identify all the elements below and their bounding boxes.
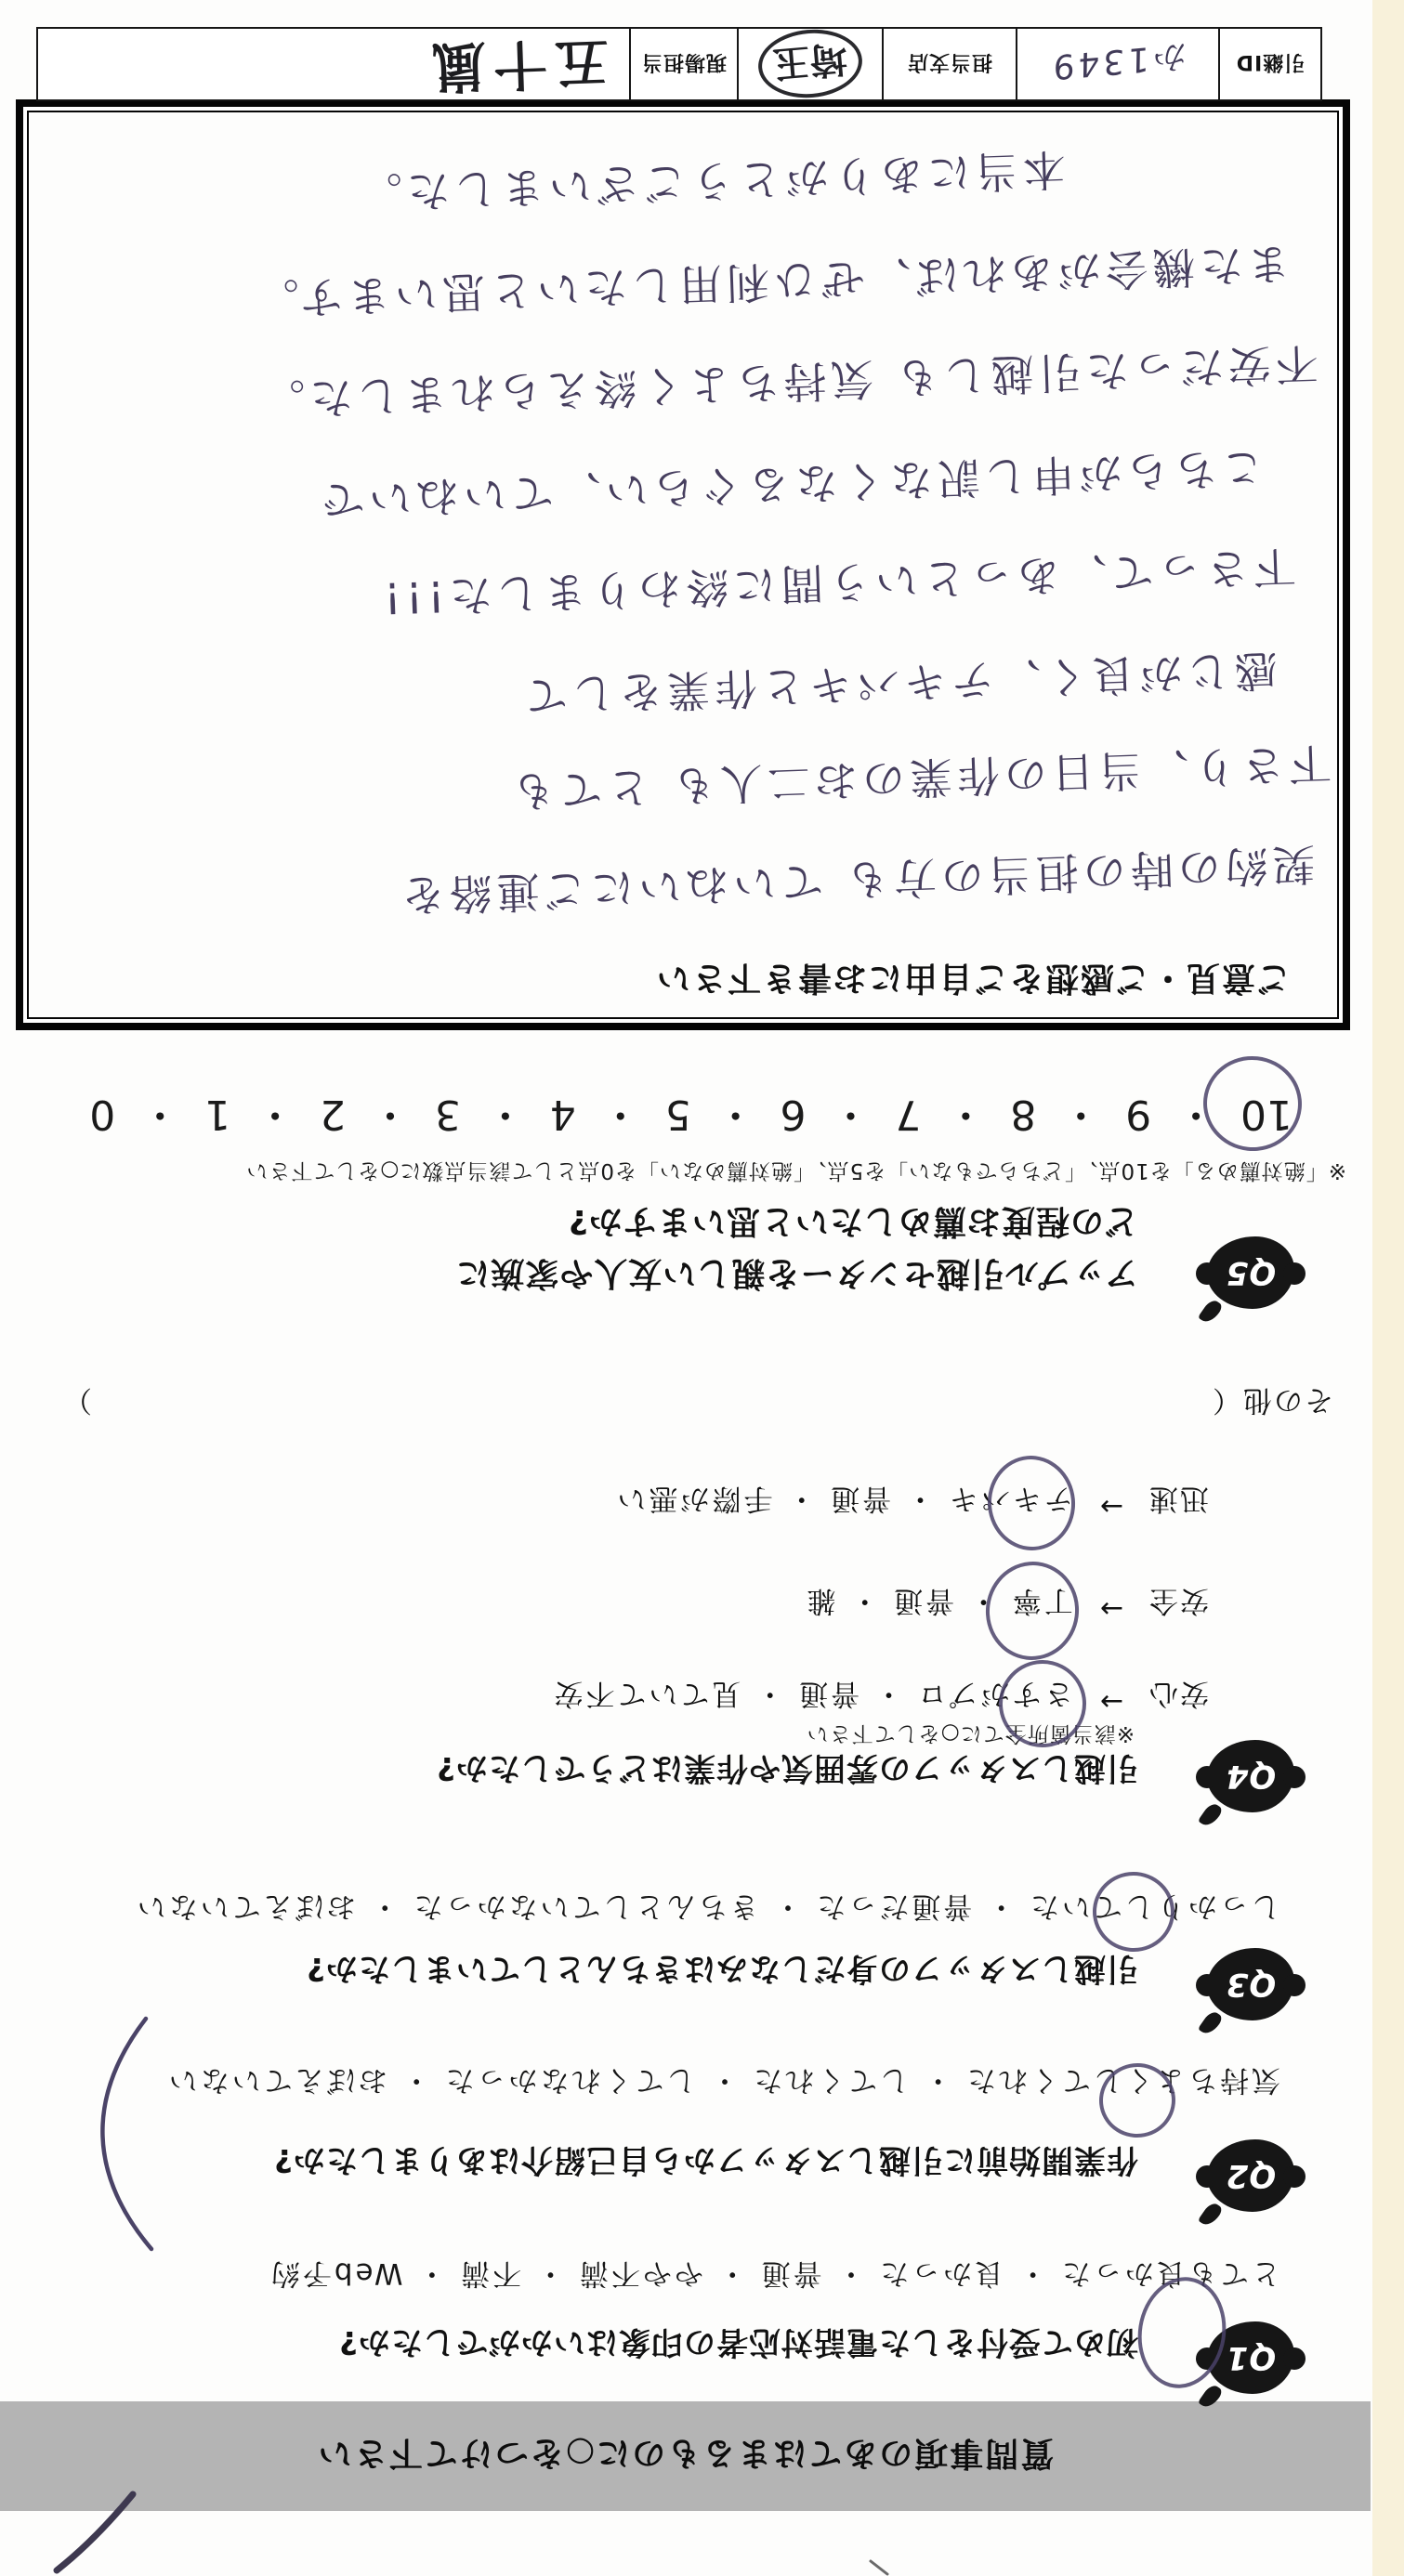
q4-row-anshin-label: 安心: [1148, 1677, 1209, 1710]
comment-header: ご意見・ご感想をご自由にお書き下さい: [654, 959, 1291, 997]
scale-value-1: 1: [204, 1091, 231, 1138]
q4-note: ※該当箇所全てに○をして下さい: [806, 1721, 1135, 1746]
q4-row-jinsoku-arrow: →: [1096, 1490, 1123, 1523]
staff-name-handwriting: 五十嵐: [423, 29, 610, 99]
q3-title: 引越しスタッフの身だしなみはきちんとしていましたか?: [306, 1950, 1138, 1987]
field-hikitsugi-id-label: [1218, 27, 1322, 101]
field-staff-value: [36, 27, 631, 101]
comment-line-7: また機会があれば、ぜひ利用したいと思います。: [250, 238, 1292, 325]
field-hikitsugi-id-value: [1016, 27, 1220, 101]
q4-row-jinsoku-label: 迅速: [1148, 1482, 1209, 1515]
field-staff-label: [629, 27, 739, 101]
q5-title-line2: どの程度お薦めしたいと思いますか?: [568, 1202, 1138, 1240]
q1-number: Q1: [1225, 2339, 1277, 2376]
scale-value-8: 8: [1010, 1091, 1037, 1138]
scale-value-9: 9: [1125, 1091, 1152, 1138]
q2-bubble: [1207, 2139, 1294, 2212]
hikitsugi-id-handwriting: か1349: [1049, 35, 1187, 87]
hikitsugi-id-label-text: 引継ID: [1235, 50, 1306, 74]
q4-row-anshin-arrow: →: [1096, 1685, 1123, 1718]
instruction-bar: [0, 2401, 1371, 2511]
scale-value-7: 7: [895, 1091, 922, 1138]
q2-options: 気持ちよくしてくれた ・ してくれた ・ してくれなかった ・ おぼえていない: [165, 2063, 1280, 2097]
scale-dot: ・: [369, 1091, 411, 1138]
comment-line-5: こちらが申し訳なくなるぐらい、ていねいで: [316, 442, 1266, 526]
scale-value-6: 6: [780, 1091, 807, 1138]
q4-number: Q4: [1225, 1758, 1277, 1795]
instruction-text: 質問事項のあてはまるものに○をつけて下さい: [316, 2434, 1055, 2473]
q4-other-close-paren: ）: [63, 1383, 92, 1417]
scanner-edge-strip: [1372, 0, 1404, 2576]
q4-row-anzen-options: 丁寧 ・ 普通 ・ 雑: [804, 1584, 1073, 1617]
branch-handwriting-circled: 埼玉: [755, 26, 865, 102]
q3-bubble-tail: [1198, 2009, 1224, 2037]
q3-number: Q3: [1225, 1966, 1277, 2003]
q5-note: ※「絶対薦める」を10点、「どちらでもない」を5点、「絶対薦めない」を0点として該当点数に○をして下さい: [245, 1158, 1346, 1183]
scale-dot: ・: [599, 1091, 641, 1138]
q5-number: Q5: [1225, 1254, 1277, 1291]
q1-title: 初めて受付をした電話対応者の印象はいかがでしたか?: [338, 2323, 1138, 2360]
q1-options: とても良かった ・ 良かった ・ 普通 ・ やや不満 ・ 不満 ・ Web予約: [268, 2256, 1280, 2290]
scale-value-2: 2: [320, 1091, 346, 1138]
field-branch-label: [882, 27, 1017, 101]
q2-bubble-tail: [1198, 2201, 1224, 2229]
comment-line-6: 不安だった引越しも 気持ちよく終えられました。: [256, 338, 1319, 425]
comment-line-8: 本当にありがとうございました。: [354, 143, 1067, 219]
q4-title: 引越しスタッフの雰囲気や作業はどうでしたか?: [436, 1749, 1138, 1786]
rating-scale: [89, 1091, 1292, 1138]
scale-value-10: 10: [1240, 1091, 1292, 1138]
q4-row-jinsoku-options: テキパキ ・ 普通 ・ 手際が悪い: [614, 1482, 1073, 1515]
q3-bubble: [1207, 1948, 1294, 2020]
scale-dot: ・: [139, 1091, 181, 1138]
q4-row-jinsoku: [614, 1481, 1209, 1523]
q5-title-line1: アップル引越センターを親しい友人や家族に: [455, 1254, 1138, 1292]
q5-bubble-tail: [1198, 1298, 1224, 1326]
q4-bubble-tail: [1198, 1801, 1224, 1829]
comment-line-3: 感じが良く、テキパキと作業をして: [519, 644, 1279, 722]
scale-dot: ・: [945, 1091, 987, 1138]
scale-value-4: 4: [549, 1091, 576, 1138]
q2-number: Q2: [1225, 2157, 1277, 2194]
scale-value-5: 5: [664, 1091, 691, 1138]
scale-dot: ・: [715, 1091, 756, 1138]
q4-row3-answer-circle: [984, 1452, 1080, 1554]
comment-line-2: 下さり、当日の作業のお二人も とても: [506, 738, 1332, 817]
q4-row-anzen-arrow: →: [1096, 1592, 1123, 1625]
scale-dot: ・: [1060, 1091, 1102, 1138]
scale-value-0: 0: [89, 1091, 116, 1138]
q4-row-anzen-label: 安全: [1148, 1584, 1209, 1617]
field-branch-value: [737, 27, 884, 101]
q5-bubble: [1207, 1236, 1294, 1309]
scale-answer-circle: [1199, 1052, 1306, 1157]
scale-dot: ・: [484, 1091, 526, 1138]
scale-dot: ・: [1175, 1091, 1217, 1138]
branch-label-text: 担当支店: [907, 50, 993, 74]
footer-table: [36, 27, 1320, 101]
scale-dot: ・: [830, 1091, 872, 1138]
comment-line-4: 下さって、あっという間に終わりました!!!: [378, 541, 1297, 624]
q3-options: しっかりしていた ・ 普通だった ・ きちんとしていなかった ・ おぼえていない: [134, 1890, 1280, 1923]
pen-tick-mark: [871, 2561, 887, 2574]
q4-row-anshin: [551, 1676, 1209, 1718]
scale-dot: ・: [255, 1091, 296, 1138]
q3-answer-circle: [1089, 1868, 1177, 1955]
q4-bubble: [1207, 1740, 1294, 1812]
scale-value-3: 3: [434, 1091, 461, 1138]
q2-title: 作業開始前に引越しスタッフから自己紹介はありましたか?: [273, 2141, 1138, 2178]
q4-other-label: その他（: [1211, 1383, 1333, 1417]
q4-row-anshin-options: さすがプロ ・ 普通 ・ 見ていて不安: [551, 1677, 1073, 1710]
q4-row2-answer-circle: [980, 1556, 1084, 1665]
staff-label-text: 現場担当: [641, 50, 728, 74]
comment-line-1: 契約の時の担当の方も ていねいにご連絡を: [396, 838, 1317, 922]
pen-curve-mark: [102, 2019, 151, 2249]
